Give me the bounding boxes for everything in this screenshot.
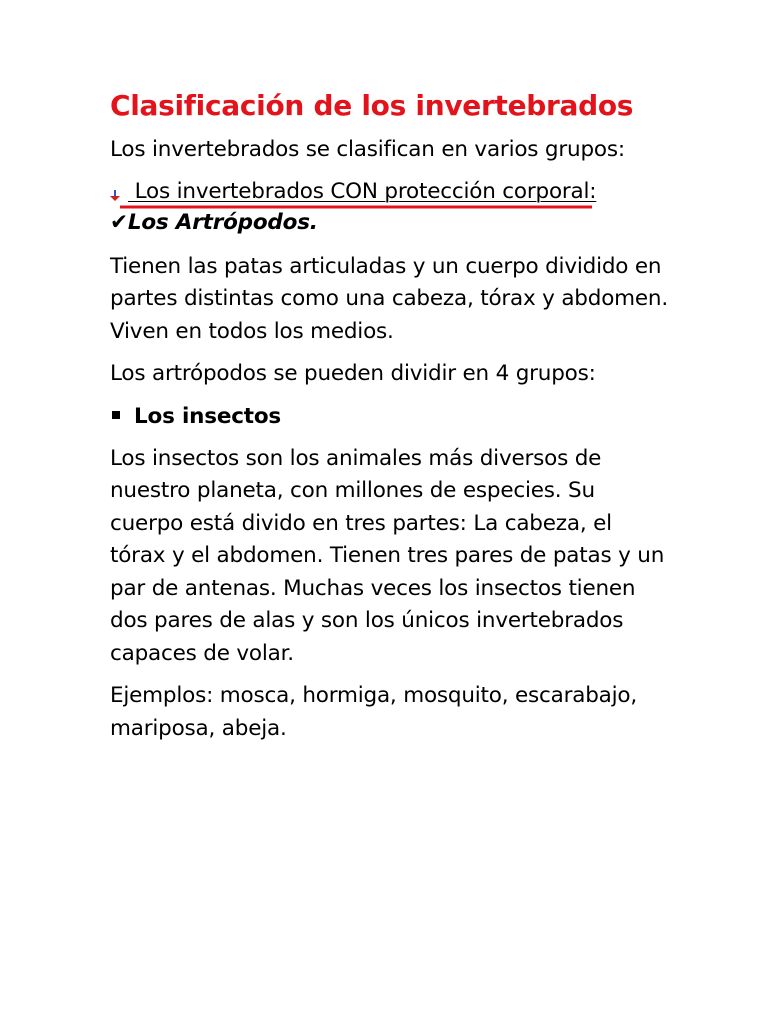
arthropods-description: Tienen las patas articuladas y un cuerpo dividido en partes distintas como una cabeza, tórax y abdomen. Viven en todos los medios. — [110, 253, 668, 344]
insects-heading-text: Los insectos — [134, 403, 281, 429]
arthropods-groups: Los artrópodos se pueden dividir en 4 grupos: — [110, 361, 596, 386]
checkmark-icon: ✔ — [110, 209, 128, 235]
arrow-down-icon — [110, 182, 128, 202]
square-bullet-icon — [112, 411, 120, 419]
document-body — [110, 86, 670, 755]
bullet-heading-text: Los invertebrados CON protección corporal: — [128, 178, 597, 204]
page-title: Clasificación de los invertebrados — [110, 89, 634, 122]
insects-description: Los insectos son los animales más diversos de nuestro planeta, con millones de especies. Su cuerpo está divido en tres partes: La cabeza, el tórax y el abdomen. Tienen tres pares de patas y un par de antenas. Muchas veces los insectos tienen dos pares de alas y son los únicos invertebrados capaces de volar. — [110, 445, 665, 666]
intro-paragraph: Los invertebrados se clasifican en varios grupos: — [110, 137, 625, 162]
spellcheck-underline — [120, 204, 592, 210]
arthropods-heading — [110, 207, 670, 239]
insects-heading — [110, 401, 670, 433]
examples-paragraph: Ejemplos: mosca, hormiga, mosquito, escarabajo, mariposa, abeja. — [110, 683, 638, 741]
arthropods-heading-text: Los Artrópodos. — [127, 209, 318, 235]
protected-invertebrates-heading — [110, 177, 670, 207]
